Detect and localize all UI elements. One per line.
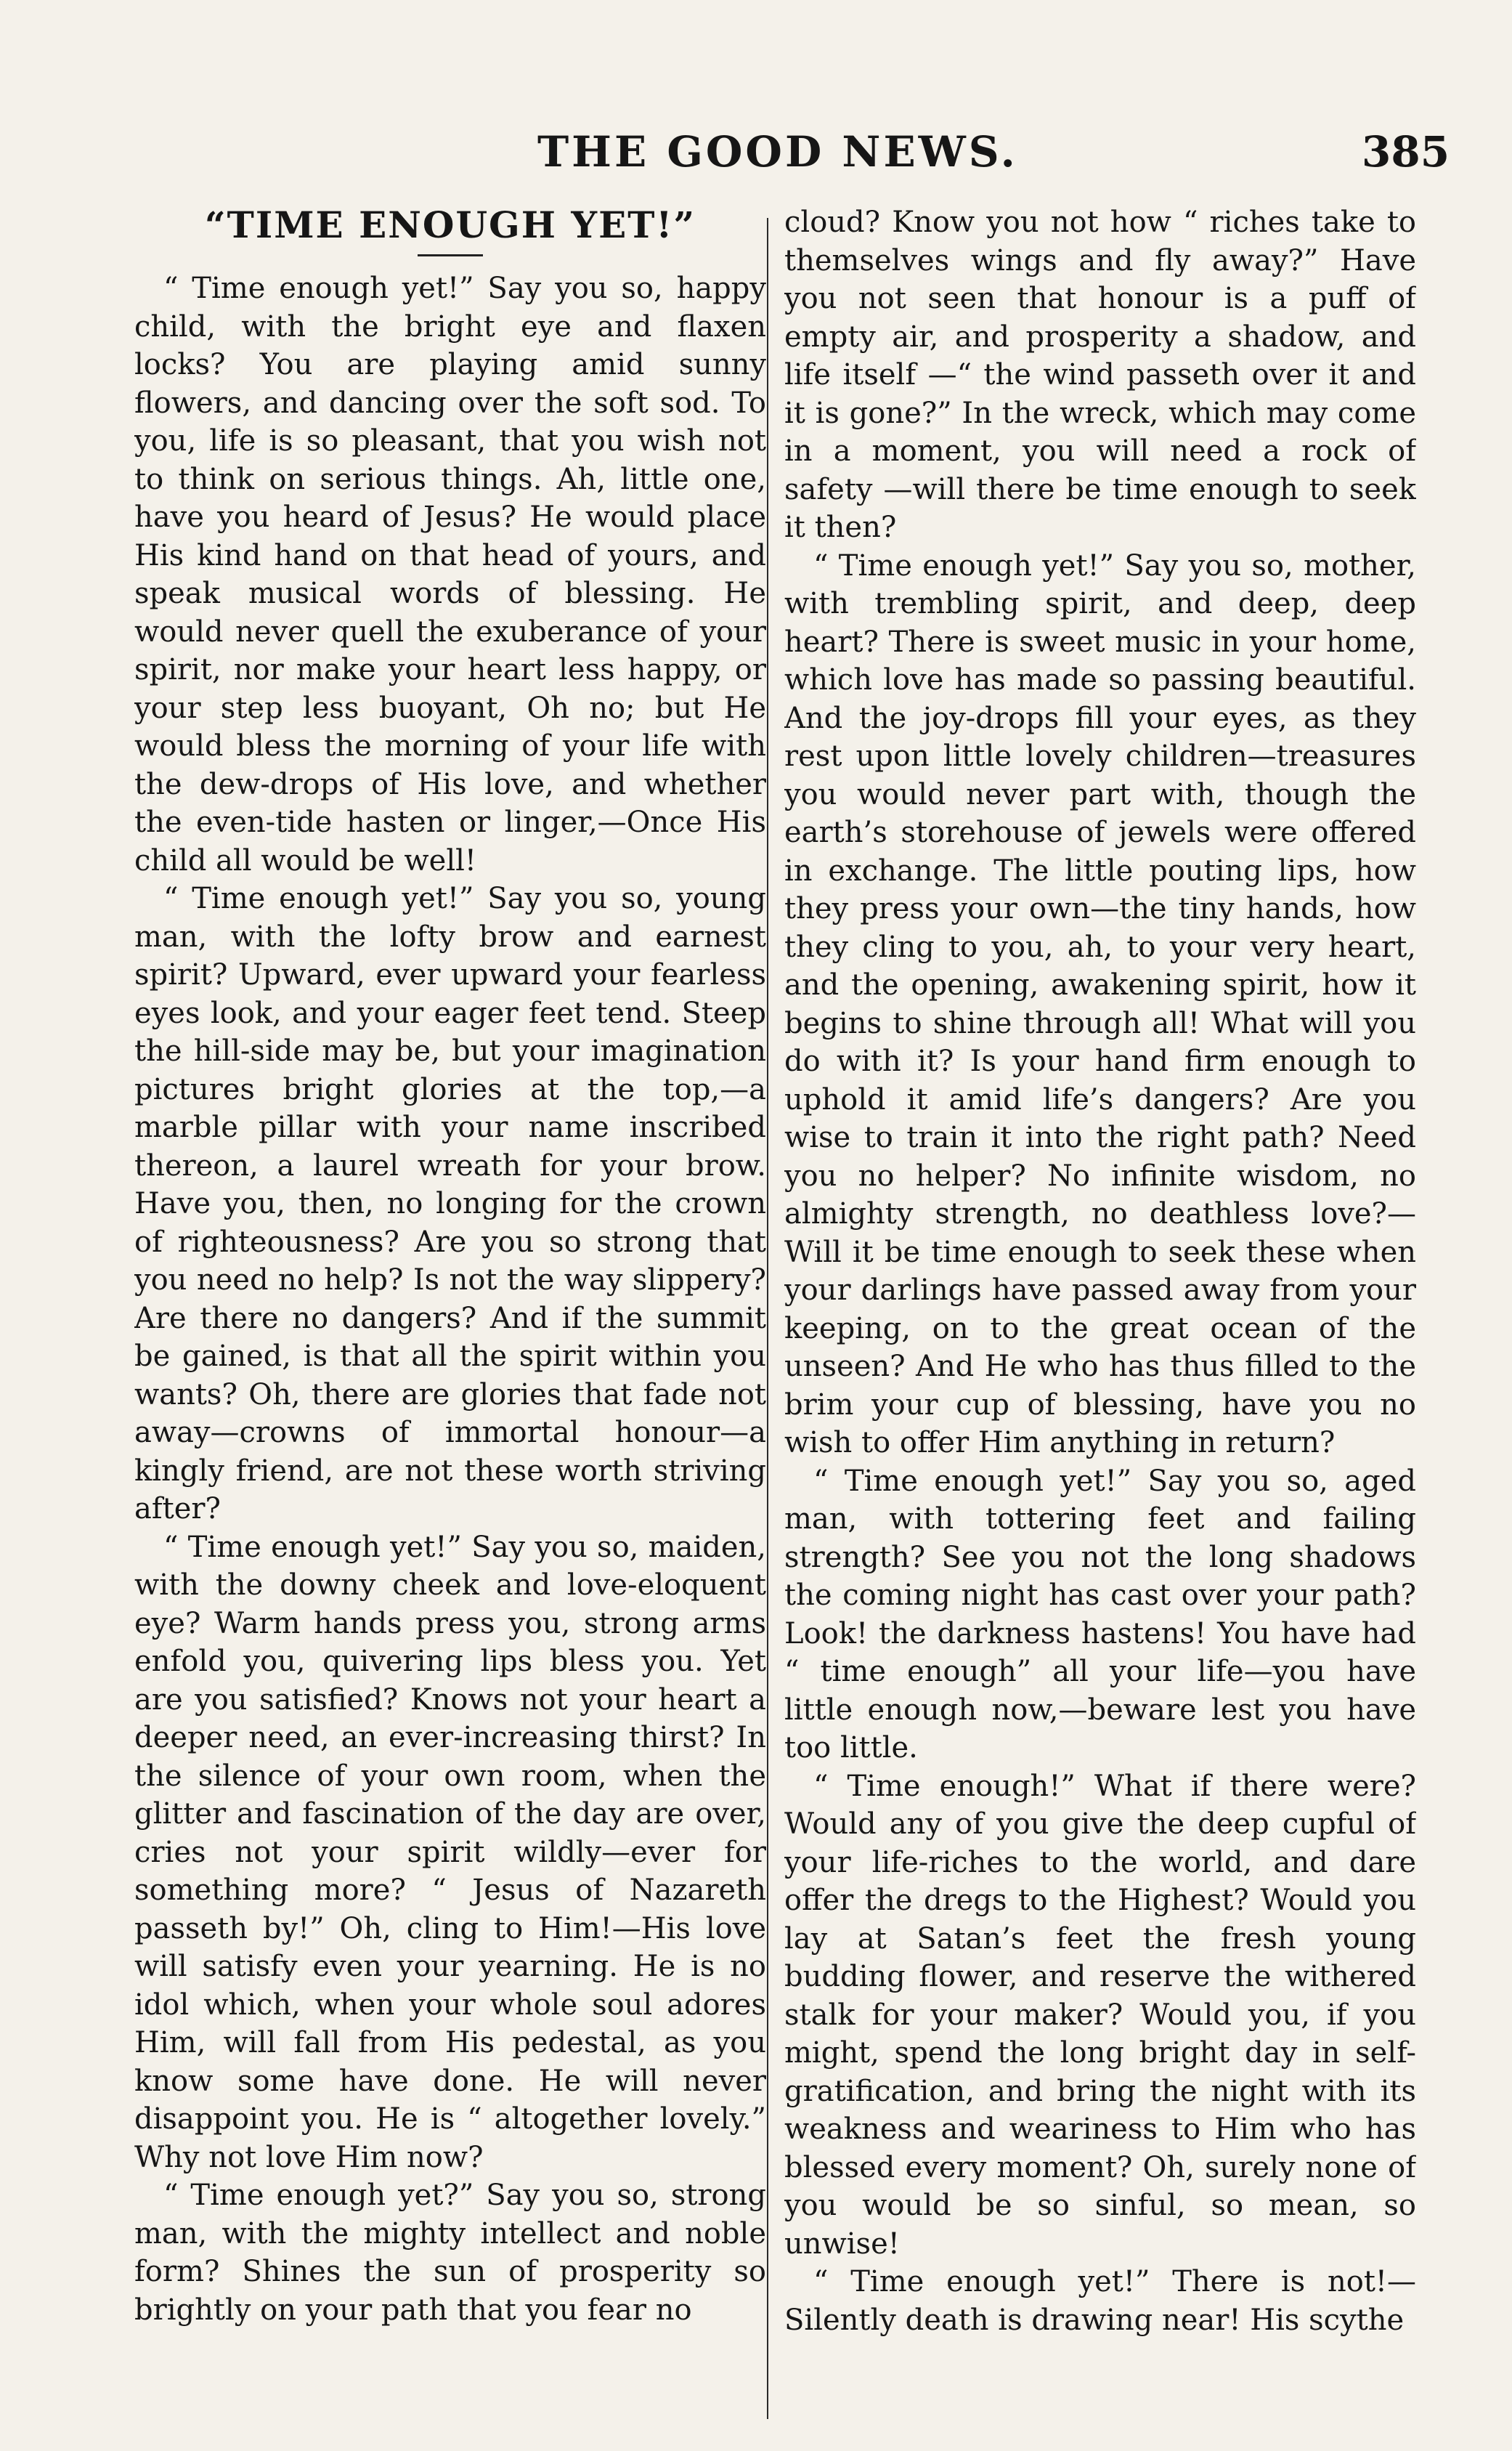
column-divider xyxy=(767,218,768,2419)
paragraph-maiden: “ Time enough yet!” Say you so, maiden, with the downy cheek and love-eloquent eye? Warm hands press you, strong arms enfold you, quivering lips bless you. Yet are you satisfied? Knows not your heart a deeper need, an ever-increasing thirst? In the silence of your own room, when the glitter and fascination of the day are over, cries not your spirit wildly—ever for something more? “ Jesus of Nazareth passeth by!” Oh, cling to Him!—His love will satisfy even your yearning. He is no idol which, when your whole soul adores Him, will fall from His pedestal, as you know some have done. He will never disappoint you. He is “ altogether lovely.” Why not love Him now? xyxy=(134,1530,766,2174)
paragraph-young-man: “ Time enough yet!” Say you so, young man, with the lofty brow and earnest spirit? Upward, ever upward your fearless eyes look, and your eager feet tend. Steep the hill-side may be, but your imagination pictures bright glories at the top,—a marble pillar with your name inscribed thereon, a laurel wreath for your brow. Have you, then, no longing for the crown of righteousness? Are you so strong that you need no help? Is not the way slippery? Are there no dangers? And if the summit be gained, is that all the spirit within you wants? Oh, there are glories that fade not away—crowns of immortal honour—a kingly friend, are not these worth striving after? xyxy=(134,882,766,1526)
publication-title: THE GOOD NEWS. xyxy=(537,127,1018,177)
article-title: “TIME ENOUGH YET!” xyxy=(204,203,696,246)
page-number: 385 xyxy=(1362,127,1450,177)
title-rule xyxy=(418,254,483,256)
paragraph-strong-man: “ Time enough yet?” Say you so, strong man, with the mighty intellect and noble form? Shines the sun of prosperity so brightly on your path that you fear no xyxy=(134,2179,766,2327)
paragraph-aged-man: “ Time enough yet!” Say you so, aged man, with tottering feet and failing strength? See you not the long shadows the coming night has cast over your path? Look! the darkness hastens! You have had “ time enough” all your life—you have little enough now,—beware lest you have too little. xyxy=(784,1464,1416,1765)
paragraph-time-enough: “ Time enough!” What if there were? Would any of you give the deep cupful of your life-riches to the world, and dare offer the dregs to the Highest? Would you lay at Satan’s feet the fresh young budding flower, and reserve the withered stalk for your maker? Would you, if you might, spend the long bright day in self-gratification, and bring the night with its weakness and weariness to Him who has blessed every moment? Oh, surely none of you would be so sinful, so mean, so unwise! xyxy=(784,1769,1416,2261)
paragraph-continued: cloud? Know you not how “ riches take to themselves wings and fly away?” Have you not seen that honour is a puff of empty air, and prosperity a shadow, and life itself —“ the wind passeth over it and it is gone?” In the wreck, which may come in a moment, you will need a rock of safety —will there be time enough to seek it then? xyxy=(784,206,1416,544)
paragraph-mother: “ Time enough yet!” Say you so, mother, with trembling spirit, and deep, deep heart? There is sweet music in your home, which love has made so passing beautiful. And the joy-drops fill your eyes, as they rest upon little lovely children—treasures you would never part with, though the earth’s storehouse of jewels were offered in exchange. The little pouting lips, how they press your own—the tiny hands, how they cling to you, ah, to your very heart, and the opening, awakening spirit, how it begins to shine through all! What will you do with it? Is your hand firm enough to uphold it amid life’s dangers? Are you wise to train it into the right path? Need you no helper? No infinite wisdom, no almighty strength, no deathless love?—Will it be time enough to seek these when your darlings have passed away from your keeping, on to the great ocean of the unseen? And He who has thus filled to the brim your cup of blessing, have you no wish to offer Him anything in return? xyxy=(784,548,1416,1459)
paragraph-death: “ Time enough yet!” There is not!—Silently death is drawing near! His scythe xyxy=(784,2265,1416,2337)
left-column xyxy=(134,203,766,2412)
running-head xyxy=(0,127,1512,193)
right-column xyxy=(784,203,1416,2412)
paragraph-child: “ Time enough yet!” Say you so, happy child, with the bright eye and flaxen locks? You are playing amid sunny flowers, and dancing over the soft sod. To you, life is so pleasant, that you wish not to think on serious things. Ah, little one, have you heard of Jesus? He would place His kind hand on that head of yours, and speak musical words of blessing. He would never quell the exuberance of your spirit, nor make your heart less happy, or your step less buoyant, Oh no; but He would bless the morning of your life with the dew-drops of His love, and whether the even-tide hasten or linger,—Once His child all would be well! xyxy=(134,272,766,878)
